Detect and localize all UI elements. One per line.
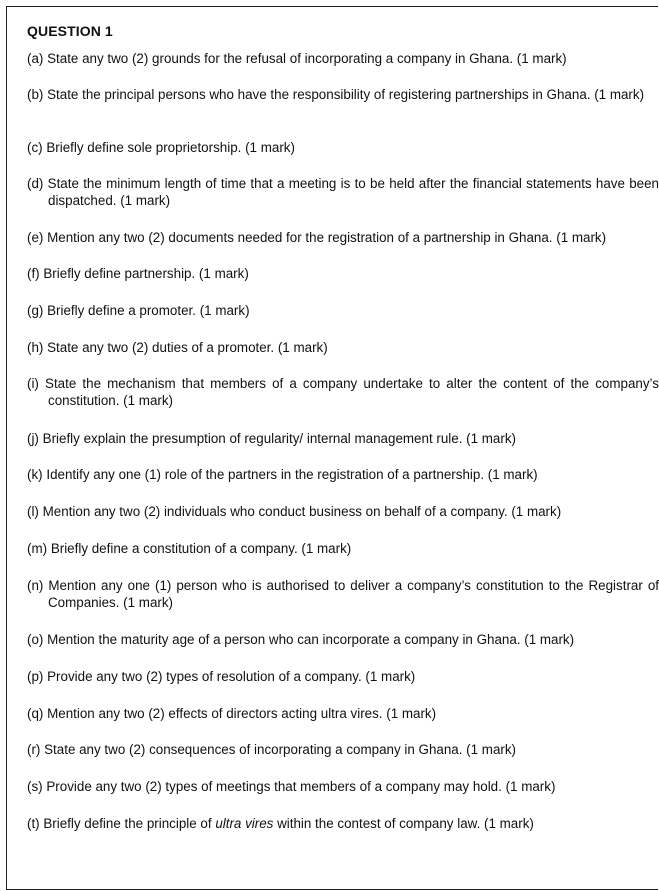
- item-text: Identify any one (1) role of the partners in the registration of a partnership. (1 mark): [46, 467, 538, 482]
- item-text-after: within the contest of company law. (1 mark): [273, 816, 534, 831]
- question-item-q: [27, 705, 659, 722]
- item-text-italic: ultra vires: [215, 816, 274, 831]
- item-text: State the minimum length of time that a meeting is to be held after the financial statements have been dispatched. (1 mark): [47, 176, 659, 208]
- item-text: Mention any two (2) effects of directors acting ultra vires. (1 mark): [47, 706, 437, 721]
- question-item-r: [27, 741, 659, 758]
- question-heading: QUESTION 1: [27, 23, 113, 39]
- item-label: (k): [27, 467, 43, 482]
- question-item-a: [27, 50, 659, 67]
- item-text: State any two (2) grounds for the refusal of incorporating a company in Ghana. (1 mark): [47, 51, 567, 66]
- item-text: Provide any two (2) types of resolution of a company. (1 mark): [47, 669, 416, 684]
- item-label: (q): [27, 706, 44, 721]
- question-item-b: [27, 86, 659, 103]
- item-label: (o): [27, 632, 44, 647]
- item-label: (g): [27, 303, 44, 318]
- item-text: State the principal persons who have the responsibility of registering partnerships in Ghana. (1 mark): [47, 87, 645, 102]
- question-item-c: [27, 139, 659, 156]
- question-item-o: [27, 631, 659, 648]
- item-label: (b): [27, 87, 44, 102]
- question-item-p: [27, 668, 659, 685]
- item-text-before: Briefly define the principle of: [43, 816, 216, 831]
- item-text: Briefly define a constitution of a company. (1 mark): [50, 541, 352, 556]
- question-item-m: [27, 540, 659, 557]
- question-item-i: [27, 375, 659, 409]
- item-label: (n): [27, 578, 44, 593]
- item-text: Mention any two (2) individuals who conduct business on behalf of a company. (1 mark): [42, 504, 562, 519]
- item-label: (l): [27, 504, 39, 519]
- item-label: (h): [27, 340, 44, 355]
- item-label: (c): [27, 140, 43, 155]
- item-label: (p): [27, 669, 44, 684]
- item-label: (e): [27, 230, 44, 245]
- question-item-n: [27, 577, 659, 611]
- item-text: State any two (2) duties of a promoter. (1 mark): [47, 340, 328, 355]
- item-text: State the mechanism that members of a company undertake to alter the content of the company’s constitution. (1 mark): [45, 376, 659, 408]
- item-text: Mention any one (1) person who is authorised to deliver a company’s constitution to the Registrar of Companies. (1 mark): [48, 578, 659, 610]
- item-label: (d): [27, 176, 44, 191]
- question-item-e: [27, 229, 659, 246]
- item-label: (i): [27, 376, 39, 391]
- question-item-f: [27, 265, 659, 282]
- question-item-d: [27, 175, 659, 209]
- question-item-j: [27, 430, 659, 447]
- question-item-h: [27, 339, 659, 356]
- question-item-g: [27, 302, 659, 319]
- question-item-l: [27, 503, 659, 520]
- item-text: Briefly define partnership. (1 mark): [43, 266, 249, 281]
- item-text: Briefly define a promoter. (1 mark): [47, 303, 250, 318]
- item-text: Mention any two (2) documents needed for the registration of a partnership in Ghana. (1 mark): [47, 230, 607, 245]
- question-item-k: [27, 466, 659, 483]
- item-label: (j): [27, 431, 39, 446]
- question-item-t: [27, 815, 659, 832]
- item-text: State any two (2) consequences of incorporating a company in Ghana. (1 mark): [44, 742, 517, 757]
- item-label: (s): [27, 779, 43, 794]
- item-text: Briefly define sole proprietorship. (1 mark): [46, 140, 295, 155]
- item-label: (m): [27, 541, 48, 556]
- item-label: (t): [27, 816, 40, 831]
- item-text: Briefly explain the presumption of regularity/ internal management rule. (1 mark): [42, 431, 516, 446]
- question-item-s: [27, 778, 659, 795]
- item-text: Provide any two (2) types of meetings that members of a company may hold. (1 mark): [46, 779, 556, 794]
- item-text: Mention the maturity age of a person who can incorporate a company in Ghana. (1 mark): [47, 632, 575, 647]
- item-label: (a): [27, 51, 44, 66]
- item-label: (f): [27, 266, 40, 281]
- item-label: (r): [27, 742, 41, 757]
